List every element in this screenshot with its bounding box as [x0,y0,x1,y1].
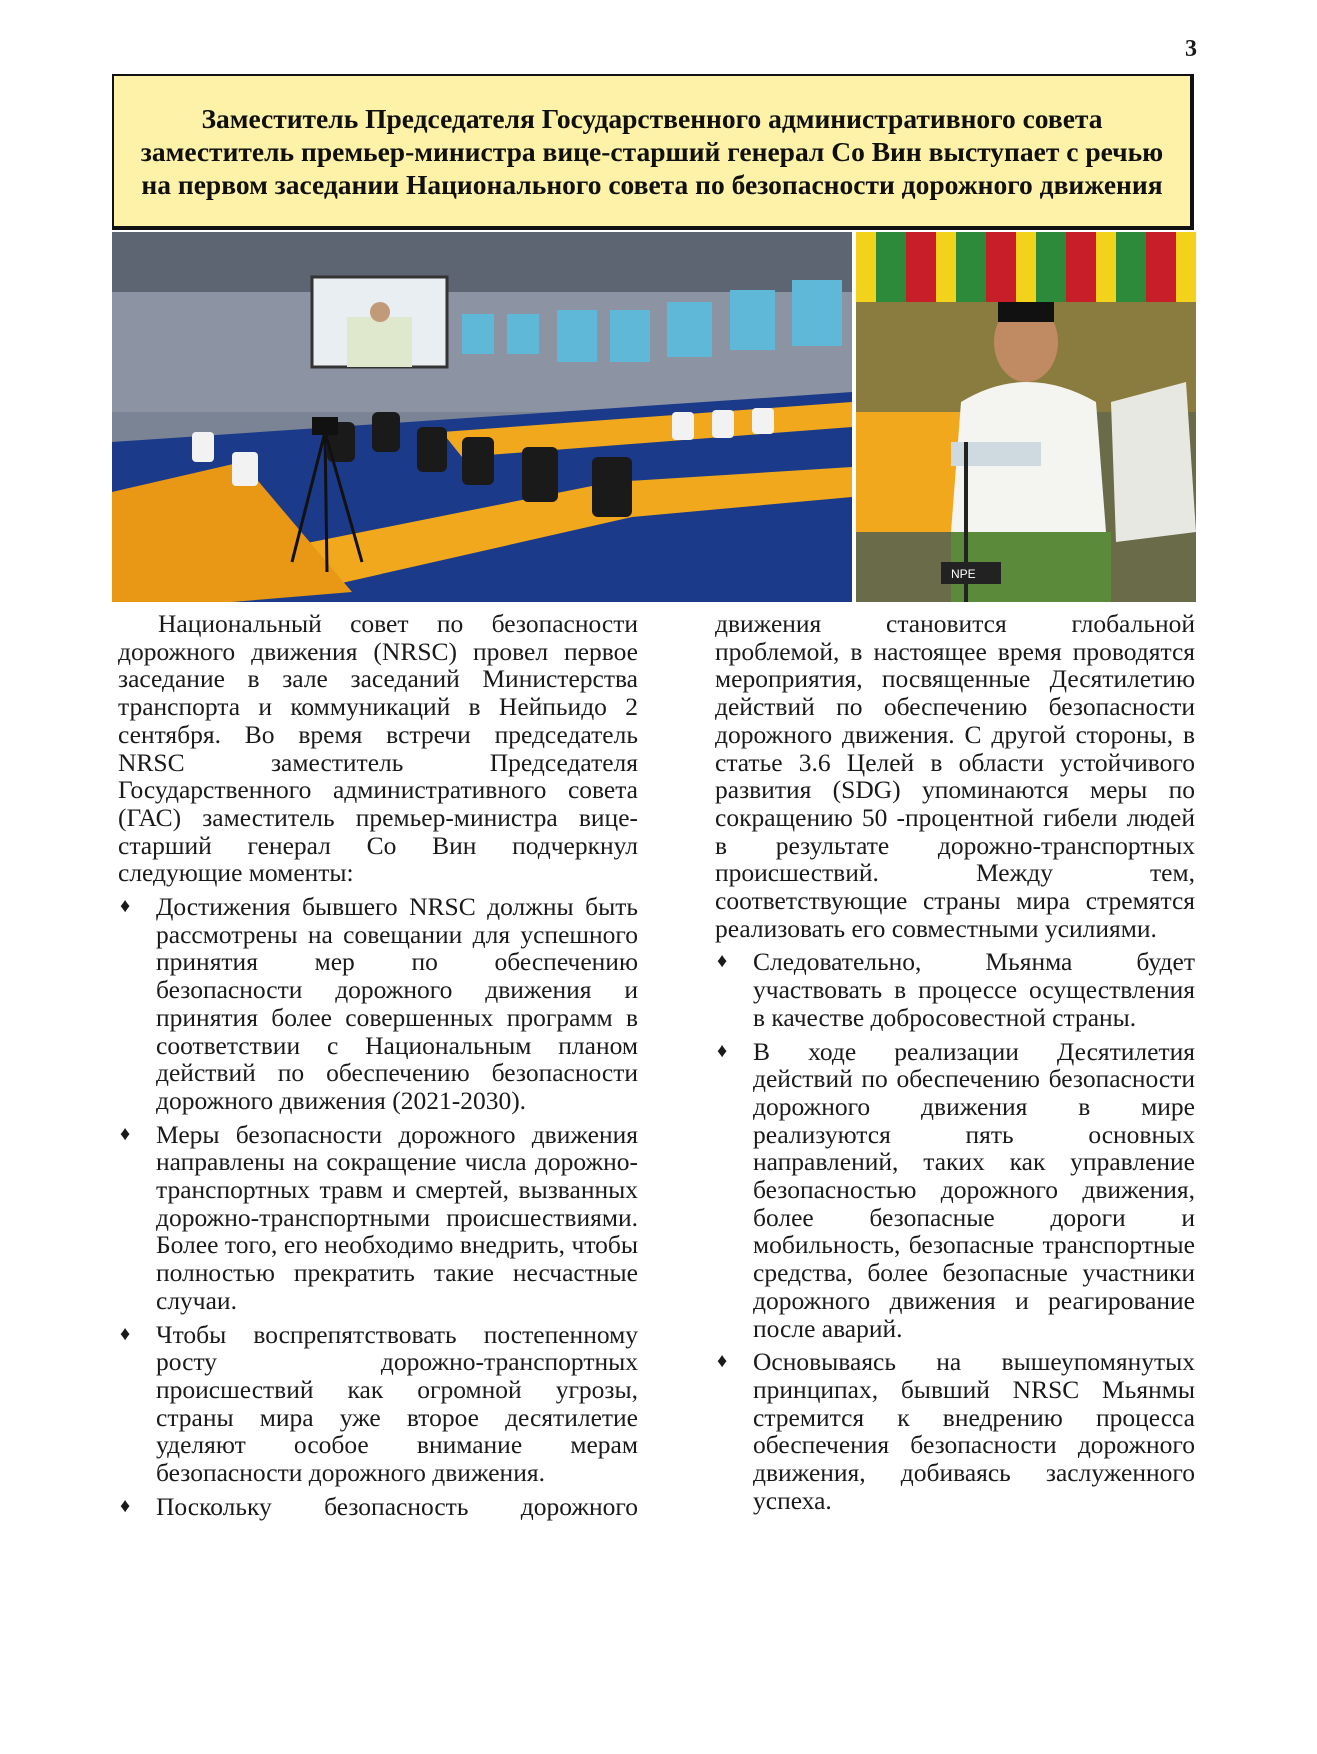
list-item [715,1038,1195,1343]
meeting-hall-image [112,232,852,602]
bullet-diamond-icon: ♦ [717,1039,728,1062]
bullet-diamond-icon: ♦ [120,895,131,918]
meeting-hall-photo [112,232,852,602]
page-number: 3 [1185,36,1197,62]
bullet-text: Меры безопасности дорожного движения направлены на сокращение числа дорожно-транспортных травм и смертей, вызванных дорожно-транспортными происшествиями. Более того, его необходимо внедрить, чтобы полностью прекратить такие несчастные случаи. [156,1119,638,1315]
bullet-text: Поскольку безопасность дорожного [156,1491,638,1521]
headline: Заместитель Председателя Государственного административного совета заместитель премьер-министра вице-старший генерал Со Вин выступает с речью на первом заседании Национального совета по безопасности дорожного движения [140,102,1164,200]
intro-paragraph: Национальный совет по безопасности дорожного движения (NRSC) провел первое заседание в зале заседаний Министерства транспорта и коммуникаций в Нейпьидо 2 сентября. Во время встречи председатель NRSC заместитель Председателя Государственного административного совета (ГАС) заместитель премьер-министра вице-старший генерал Со Вин подчеркнул следующие моменты: [118,609,638,888]
bullet-diamond-icon: ♦ [717,1350,728,1373]
bullet-text: Чтобы воспрепятствовать постепенному росту дорожно-транспортных происшествий как огромной угрозы, страны мира уже второе десятилетие уделяют особое внимание мерам безопасности дорожного движения. [156,1319,638,1488]
list-item [118,893,638,1115]
bullet-diamond-icon: ♦ [717,950,728,973]
bullet-diamond-icon: ♦ [120,1322,131,1345]
bullet-text: В ходе реализации Десятилетия действий по обеспечению безопасности дорожного движения в мире реализуются пять основных направлений, таких как управление безопасностью дорожного движения, более безопасные дороги и мобильность, безопасные транспортные средства, более безопасные участники дорожного движения и реагирование после аварий. [753,1036,1195,1343]
podium-label: NPE [951,567,976,581]
right-column [715,610,1195,1515]
bullet-text: Следовательно, Мьянма будет участвовать в процессе осуществления в качестве добросовестной страны. [753,947,1195,1032]
continuation-paragraph: движения становится глобальной проблемой, в настоящее время проводятся мероприятия, посвященные Десятилетию действий по обеспечению безопасности дорожного движения. С другой стороны, в статье 3.6 Целей в области устойчивого развития (SDG) упоминаются меры по сокращению 50 -процентной гибели людей в результате дорожно-транспортных происшествий. Между тем, соответствующие страны мира стремятся реализовать его совместными усилиями. [715,609,1195,943]
bullet-diamond-icon: ♦ [120,1494,131,1517]
speaker-photo [856,232,1196,602]
right-bullet-list [715,948,1195,1514]
bullet-text: Основываясь на вышеупомянутых принципах, бывший NRSC Мьянмы стремится к внедрению процесса обеспечения безопасности дорожного движения, добиваясь заслуженного успеха. [753,1347,1195,1515]
left-bullet-list [118,893,638,1520]
list-item [715,948,1195,1031]
left-column [118,610,638,1521]
bullet-diamond-icon: ♦ [120,1122,131,1145]
list-item [118,1493,638,1521]
speaker-image [856,232,1196,602]
list-item [118,1121,638,1315]
list-item [118,1321,638,1487]
list-item [715,1348,1195,1514]
bullet-text: Достижения бывшего NRSC должны быть рассмотрены на совещании для успешного принятия мер по обеспечению безопасности дорожного движения и принятия более совершенных программ в соответствии с Национальным планом действий по обеспечению безопасности дорожного движения (2021-2030). [156,892,638,1115]
headline-box [112,74,1194,230]
